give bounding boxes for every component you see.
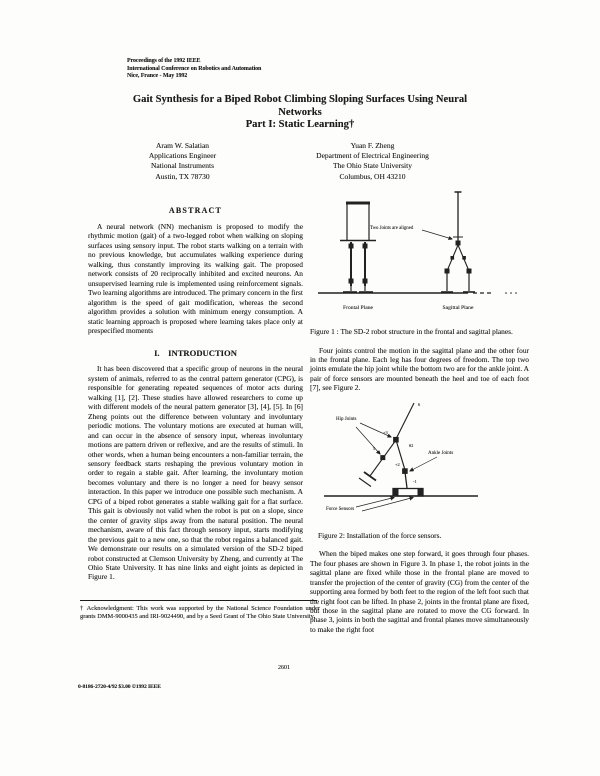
figure-2-annotation: +3 <box>383 429 388 435</box>
force-sensors-arrow-2 <box>362 497 413 511</box>
figure-1-note: Two Joints are aligned <box>370 226 414 231</box>
frontal-plane-label: Frontal Plane <box>343 305 373 311</box>
proceedings-header <box>127 58 261 81</box>
author-role: Applications Engineer <box>148 151 217 161</box>
author-address: Austin, TX 78730 <box>155 171 210 181</box>
section-heading-introduction: I. INTRODUCTION <box>154 348 237 359</box>
ankle-joints-arrow <box>410 457 437 471</box>
author-name: Aram W. Salatian <box>155 141 210 150</box>
proceedings-line-1: Proceedings of the 1992 IEEE <box>127 58 201 64</box>
author-affiliation: National Instruments <box>150 161 215 171</box>
abstract-text: A neural network (NN) mechanism is proposed to modify the rhythmic motion (gait) of a two-legged robot when walking on sloping surfaces using sensory input. The robot starts walking on a terrain with no previous knowledge, but accumulates walking experience during walking, thus constantly improving its walking gait. The proposed network consists of 20 reciprocally inhibited and excited neurons. An unsupervised learning rule is implemented using reinforcement signals. Two learning algorithms are introduced. The primary concern in the first algorithm is the speed of gait modification, whereas the second algorithm provides a solution with minimum energy consumption. A static learning approach is proposed where learning takes place only at prespecified moments <box>88 222 303 335</box>
force-sensors-label: Force Sensors <box>326 506 355 512</box>
figure-2-drawing <box>310 396 529 528</box>
robot-frontal-drawing <box>340 203 376 292</box>
copyright-line: 0-8186-2720-4/92 $3.00 ©1992 IEEE <box>78 684 161 690</box>
right-column <box>310 165 529 634</box>
page-number: 2601 <box>278 665 290 671</box>
proceedings-line-2: International Conference on Robotics and Automation <box>127 65 262 72</box>
abstract-heading: ABSTRACT <box>168 206 223 215</box>
ankle-joints-label: Ankle Joints <box>428 450 454 456</box>
author-affiliation: The Ohio State University <box>333 161 412 171</box>
hip-joints-arrow-2 <box>356 427 380 454</box>
paper-title <box>0 94 600 132</box>
figure-1-caption: Figure 1 : The SD-2 robot structure in the frontal and sagittal planes. <box>310 327 513 336</box>
right-paragraph-2: When the biped makes one step forward, it goes through four phases. The four phases are shown in Figure 3. In phase 1, the robot joints in the sagittal plane are fixed while those in the frontal plane are moved to transfer the projection of the center of gravity (CG) from the center of the supporting area formed by both feet to the region of the left foot such that the right foot can be lifted. In phase 2, joints in the frontal plane are fixed, but those in the sagittal plane are rotated to move the CG forward. In phase 3, joints in both the sagittal and frontal planes move simultaneously to make the right foot <box>310 549 529 634</box>
figure-2-annotation: +2 <box>395 461 400 467</box>
hip-joints-label: Hip Joints <box>336 416 357 422</box>
robot-sagittal-drawing <box>441 192 475 292</box>
author-department: Department of Electrical Engineering <box>316 151 429 161</box>
figure-2-annotation: 6 <box>418 401 421 407</box>
sagittal-plane-label: Sagittal Plane <box>442 305 474 311</box>
figure-2-annotation: -1 <box>413 478 417 484</box>
author-address: Columbus, OH 43210 <box>339 171 406 181</box>
paper-title-line-1: Gait Synthesis for a Biped Robot Climbing Sloping Surfaces Using Neural <box>132 94 468 105</box>
paper-title-line-2: Networks <box>278 106 322 118</box>
footnote-divider <box>80 600 317 601</box>
author-name: Yuan F. Zheng <box>350 141 395 150</box>
left-column <box>88 206 303 582</box>
right-paragraph-1: Four joints control the motion in the sagittal plane and the other four in the frontal plane. Each leg has four degrees of freedom. The top two joints emulate the hip joint while the bottom two are for the ankle joint. A pair of force sensors are mounted beneath the heel and toe of each foot [7], see Figure 2. <box>310 345 529 393</box>
figure-2-annotation: 5 <box>373 445 376 451</box>
footnote-text: † Acknowledgment: This work was supported by the National Science Foundation under grants DMM-9000435 and IRI-9024490, and by a Seed Grant of The Ohio State University. <box>80 605 320 621</box>
figure-2-caption: Figure 2: Installation of the force sensors. <box>318 530 442 540</box>
aligned-joints-arrow <box>422 230 452 239</box>
figure-2-annotation: θ2 <box>409 442 414 448</box>
force-sensors-arrow-1 <box>356 497 394 507</box>
paper-title-line-3: Part I: Static Learning† <box>245 119 355 131</box>
proceedings-line-3: Nice, France - May 1992 <box>127 73 188 80</box>
introduction-text: It has been discovered that a specific group of neurons in the neural system of animals, referred to as the central pattern generator (CPG), is responsible for generating repeated sequences of motor acts during walking [1], [2]. These studies have allowed researchers to come up with different models of the neural pattern generator [3], [4], [5]. In [6] Zheng points out the difference between voluntary and involuntary periodic motions. The voluntary motions are executed at human will, and can occur in the absence of sensory input, whereas involuntary motions are pattern driven or reflexive, and are the results of stimuli. In other words, when a human being encounters a non-familiar terrain, the sensory feedback starts reshaping the previous voluntary motion in order to regain a stable gait. After learning, the involuntary motion becomes voluntary and there is no longer a need for heavy sensor interaction. In this paper we introduce one possible such mechanism. A CPG of a biped robot generates a stable walking gait for a flat surface. This gait is obviously not valid when the robot is put on a slope, since the center of gravity slips away from the natural position. The neural mechanism, aware of this fact through sensory input, starts modifying the previous gait to a new one, so that the robot regains a balanced gait. We demonstrate our results on a simulated version of the SD-2 biped robot constructed at Clemson University by Zheng, and currently at The Ohio State University. It has nine links and eight joints as depicted in Figure 1. <box>88 364 303 582</box>
author-block-salatian <box>110 141 255 182</box>
figure-1-drawing <box>310 165 529 317</box>
